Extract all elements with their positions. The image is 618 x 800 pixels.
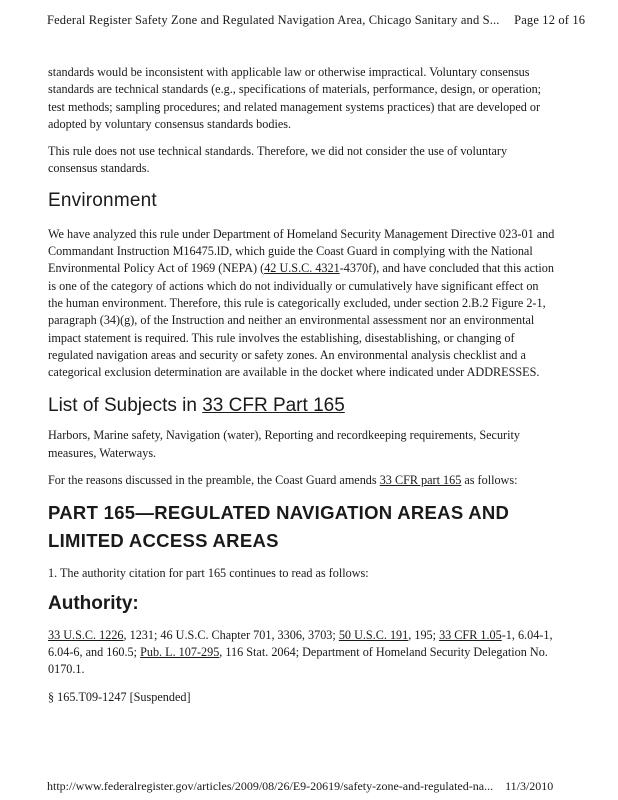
pub-l-107-295-link[interactable]: Pub. L. 107-295	[140, 644, 220, 659]
subjects-list: Harbors, Marine safety, Navigation (water), Reporting and recordkeeping requirements, Security measures, Waterways.	[48, 428, 520, 460]
authority-text-3: -1, 6.04-1, 6.04-6, and 160.5;	[48, 627, 553, 659]
article-body	[48, 64, 555, 716]
cfr-part-165-heading-link[interactable]: 33 CFR Part 165	[202, 395, 345, 417]
usc-4321-link[interactable]: 42 U.S.C. 4321	[264, 261, 340, 276]
environment-text-b: -4370f), and have concluded that this action is one of the category of actions which do not individually or cumulatively have significant effect on the human environment. Therefore, this rule is categorically excluded, under section 2.B.2 Figure 2-1, paragraph (34)(g), of the Instruction and neither an environmental assessment nor an environmental impact statement is required. This rule involves the establishing, disestablishing, or changing of regulated navigation areas and security or safety zones. An environmental analysis checklist and a categorical exclusion determination are available in the docket where indicated under ADDRESSES.	[48, 261, 554, 380]
subjects-heading	[48, 395, 555, 417]
page-header	[47, 13, 615, 28]
part-165-heading: PART 165—REGULATED NAVIGATION AREAS AND LIMITED ACCESS AREAS	[48, 502, 510, 552]
cfr-1-05-link[interactable]: 33 CFR 1.05	[439, 627, 502, 642]
environment-heading: Environment	[48, 189, 157, 211]
usc-1226-link[interactable]: 33 U.S.C. 1226	[48, 627, 124, 642]
header-page-number: Page 12 of 16	[514, 13, 586, 27]
section-suspended: § 165.T09-1247 [Suspended]	[48, 689, 191, 704]
amend-text-a: For the reasons discussed in the preamble, the Coast Guard amends	[48, 473, 380, 488]
authority-text-1: , 1231; 46 U.S.C. Chapter 701, 3306, 3703;	[123, 627, 339, 642]
footer-date: 11/3/2010	[505, 779, 554, 793]
paragraph-amends	[48, 472, 555, 489]
authority-heading: Authority:	[48, 592, 139, 614]
footer-url: http://www.federalregister.gov/articles/2009/08/26/E9-20619/safety-zone-and-regulated-na...	[47, 779, 494, 793]
header-title: Federal Register Safety Zone and Regulated Navigation Area, Chicago Sanitary and S...	[47, 13, 500, 27]
paragraph-no-standards: This rule does not use technical standards. Therefore, we did not consider the use of voluntary consensus standards.	[48, 144, 508, 176]
usc-191-link[interactable]: 50 U.S.C. 191	[338, 627, 409, 642]
authority-text-4: , 116 Stat. 2064; Department of Homeland Security Delegation No. 0170.1.	[48, 644, 548, 677]
paragraph-standards: standards would be inconsistent with applicable law or otherwise impractical. Voluntary consensus standards are technical standards (e.g., specifications of materials, performance, design, or operation; test methods; sampling procedures; and related management systems practices) that are developed or adopted by voluntary consensus standards bodies.	[48, 65, 542, 131]
cfr-part-165-link[interactable]: 33 CFR part 165	[379, 473, 462, 488]
subjects-heading-text: List of Subjects in	[48, 395, 203, 417]
amend-text-b: as follows:	[461, 473, 518, 488]
paragraph-environment	[48, 226, 555, 382]
environment-text-a: We have analyzed this rule under Department of Homeland Security Management Directive 023-01 and Commandant Instruction M16475.lD, which guide the Coast Guard in complying with the National Environmental Policy Act of 1969 (NEPA) (	[48, 226, 555, 276]
authority-citation-item: 1. The authority citation for part 165 continues to read as follows:	[48, 566, 369, 581]
authority-text-2: , 195;	[408, 627, 440, 642]
page-footer	[47, 779, 612, 794]
paragraph-authority	[48, 627, 555, 679]
